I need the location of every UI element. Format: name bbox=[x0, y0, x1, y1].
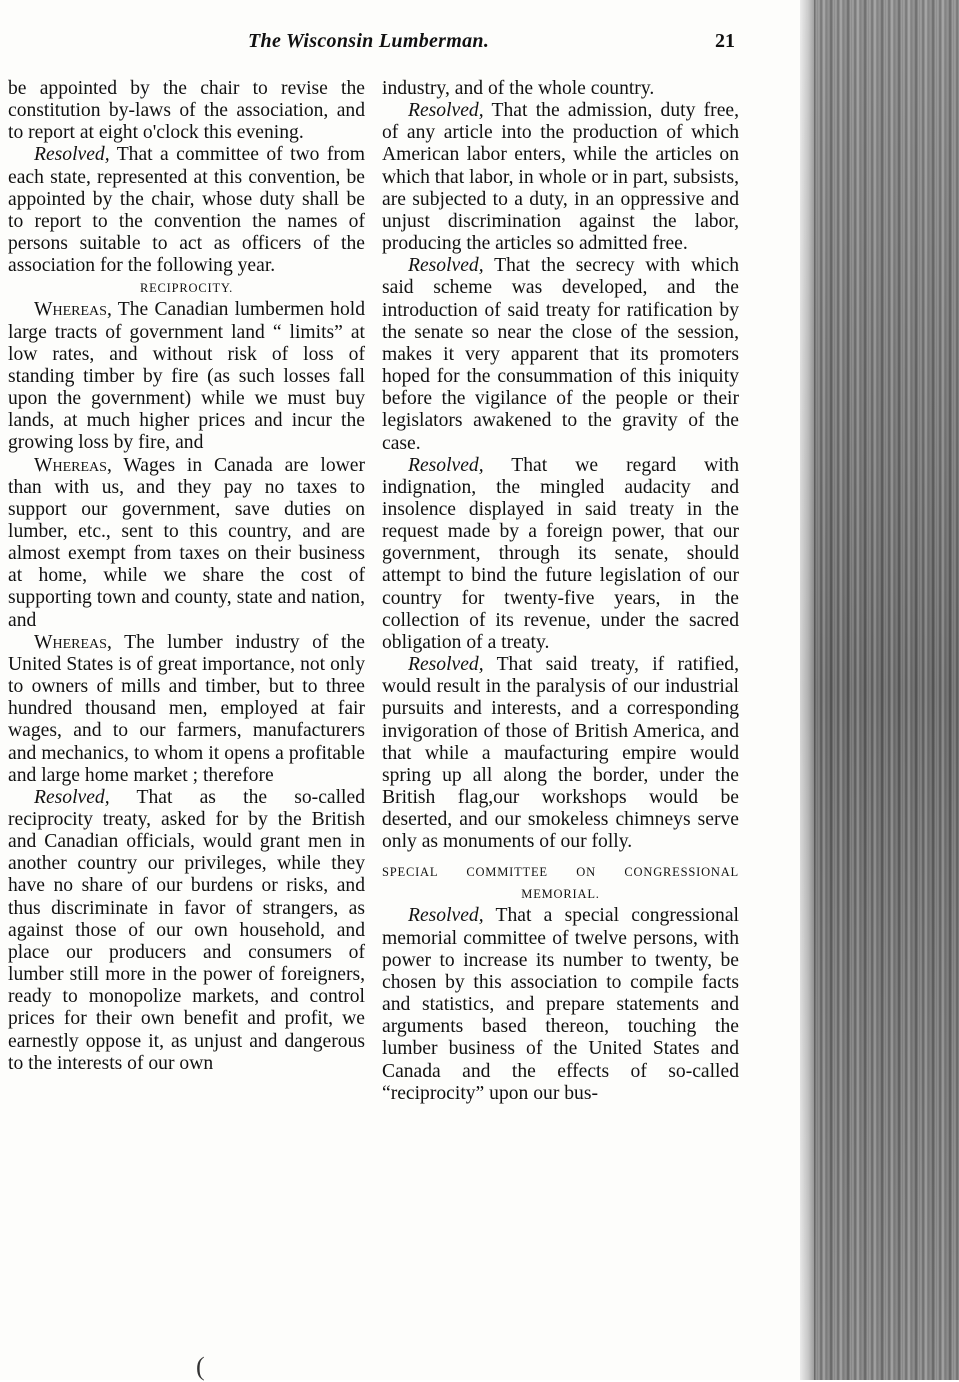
stray-ink-mark: ( bbox=[196, 1352, 205, 1381]
paragraph bbox=[8, 632, 365, 787]
paragraph-lead: Resolved, bbox=[408, 654, 484, 676]
paragraph-text: That the secrecy with which said scheme was developed, and the introduction of said treaty for ratification by the senate so near the close of the session, makes it very apparent that its promoters hoped for the consummation of this iniquity before the vigilance of the people or their legislators awakened to the gravity of the case. bbox=[382, 255, 739, 454]
right-column bbox=[382, 78, 739, 1105]
paragraph bbox=[8, 455, 365, 632]
paragraph-text: industry, and of the whole country. bbox=[382, 78, 655, 99]
paragraph-text: That said treaty, if ratified, would result in the paralysis of our industrial pursuits and interests, and a corresponding invigoration of those of British America, and that while a maufacturing empire would spring up all along the border, under the British flag,our workshops would be deserted, and our smokeless chimneys serve only as monuments of our folly. bbox=[382, 654, 739, 853]
paragraph-lead: Resolved, bbox=[408, 905, 484, 927]
paragraph-lead: Resolved, bbox=[408, 454, 484, 476]
paragraph bbox=[8, 78, 365, 144]
section-heading-memorial: MEMORIAL. bbox=[521, 887, 600, 902]
paragraph-text: Wages in Canada are lower than with us, and they pay no taxes to support our government, save duties on lumber, etc., sent to this country, and are almost exempt from taxes on their business at home, while we share the cost of supporting town and county, state and nation, and bbox=[8, 454, 365, 631]
paragraph-lead: Whereas, bbox=[34, 631, 112, 653]
paragraph bbox=[8, 787, 365, 1075]
paragraph-text: be appointed by the chair to revise the constitution by-laws of the association, and to report at eight o'clock this evening. bbox=[8, 78, 365, 144]
paragraph-text: That a committee of two from each state, represented at this convention, be appointed by the chair, whose duty shall be to report to the convention the names of persons suitable to act as officers of the association for the following year. bbox=[8, 144, 365, 277]
section-heading-special-committee: SPECIAL COMMITTEE ON CONGRESSIONAL bbox=[382, 865, 739, 880]
paragraph-lead: Whereas, bbox=[34, 299, 112, 321]
paragraph-lead: Resolved, bbox=[34, 786, 110, 808]
page-number: 21 bbox=[715, 30, 735, 52]
section-heading-reciprocity: RECIPROCITY. bbox=[139, 281, 234, 296]
paragraph bbox=[8, 144, 365, 277]
paragraph-lead: Resolved, bbox=[34, 144, 110, 166]
paragraph-text: That we regard with indignation, the mingled audacity and insolence displayed in said treaty in the request made by a foreign power, that our government, through its senate, should attempt to bind the future legislation of our country for twenty-five years, in the collection of its revenue, under the sacred obligation of a treaty. bbox=[382, 454, 739, 653]
paragraph bbox=[382, 78, 739, 100]
paragraph bbox=[382, 654, 739, 853]
paragraph-text: That a special congressional memorial committee of twelve persons, with power to increase its number to twenty, be chosen by this association to compile facts and statistics, and prepare statements and arguments based thereon, touching the lumber business of the United States and Canada and the effects of so-called “reciprocity” upon our bus- bbox=[382, 905, 739, 1104]
paragraph bbox=[382, 100, 739, 255]
running-title: The Wisconsin Lumberman. bbox=[248, 30, 490, 52]
paragraph bbox=[8, 299, 365, 454]
paragraph-text: That the admission, duty free, of any article into the production of which American labor enters, while the articles on which that labor, in whole or in part, subsists, are subjected to a duty, in an oppressive and unjust discrimination against the labor, producing the articles so admitted free. bbox=[382, 100, 739, 255]
page-header bbox=[0, 30, 800, 62]
paragraph bbox=[382, 905, 739, 1104]
paragraph bbox=[382, 255, 739, 454]
paragraph-text: The Canadian lumbermen hold large tracts of government land “ limits” at low rates, and without risk of loss of standing timber by fire (as such losses fall upon the government) while we must buy lands, at much higher prices and incur the growing loss by fire, and bbox=[8, 299, 365, 454]
paragraph bbox=[382, 455, 739, 654]
paragraph-text: The lumber industry of the United States is of great importance, not only to owners of mills and timber, but to three hundred thousand men, employed at fair wages, and to our farmers, manufacturers and mechanics, to whom it opens a profitable and large home market ; therefore bbox=[8, 631, 365, 786]
paragraph-lead: Whereas, bbox=[34, 454, 112, 476]
book-page-edges bbox=[800, 0, 959, 1380]
paragraph-lead: Resolved, bbox=[408, 100, 484, 122]
paragraph-text: That as the so-called reciprocity treaty, asked for by the British and Canadian officials, would grant men in another country our privileges, while they have no share of our burdens or risks, and thus discriminate in favor of strangers, as against those of our own household, and place our producers and consumers of lumber still more in the power of foreigners, ready to monopolize markets, and control prices for their own benefit and profit, we earnestly oppose it, as unjust and dangerous to the interests of our own bbox=[8, 786, 365, 1074]
left-column bbox=[8, 78, 365, 1075]
paragraph-lead: Resolved, bbox=[408, 255, 484, 277]
